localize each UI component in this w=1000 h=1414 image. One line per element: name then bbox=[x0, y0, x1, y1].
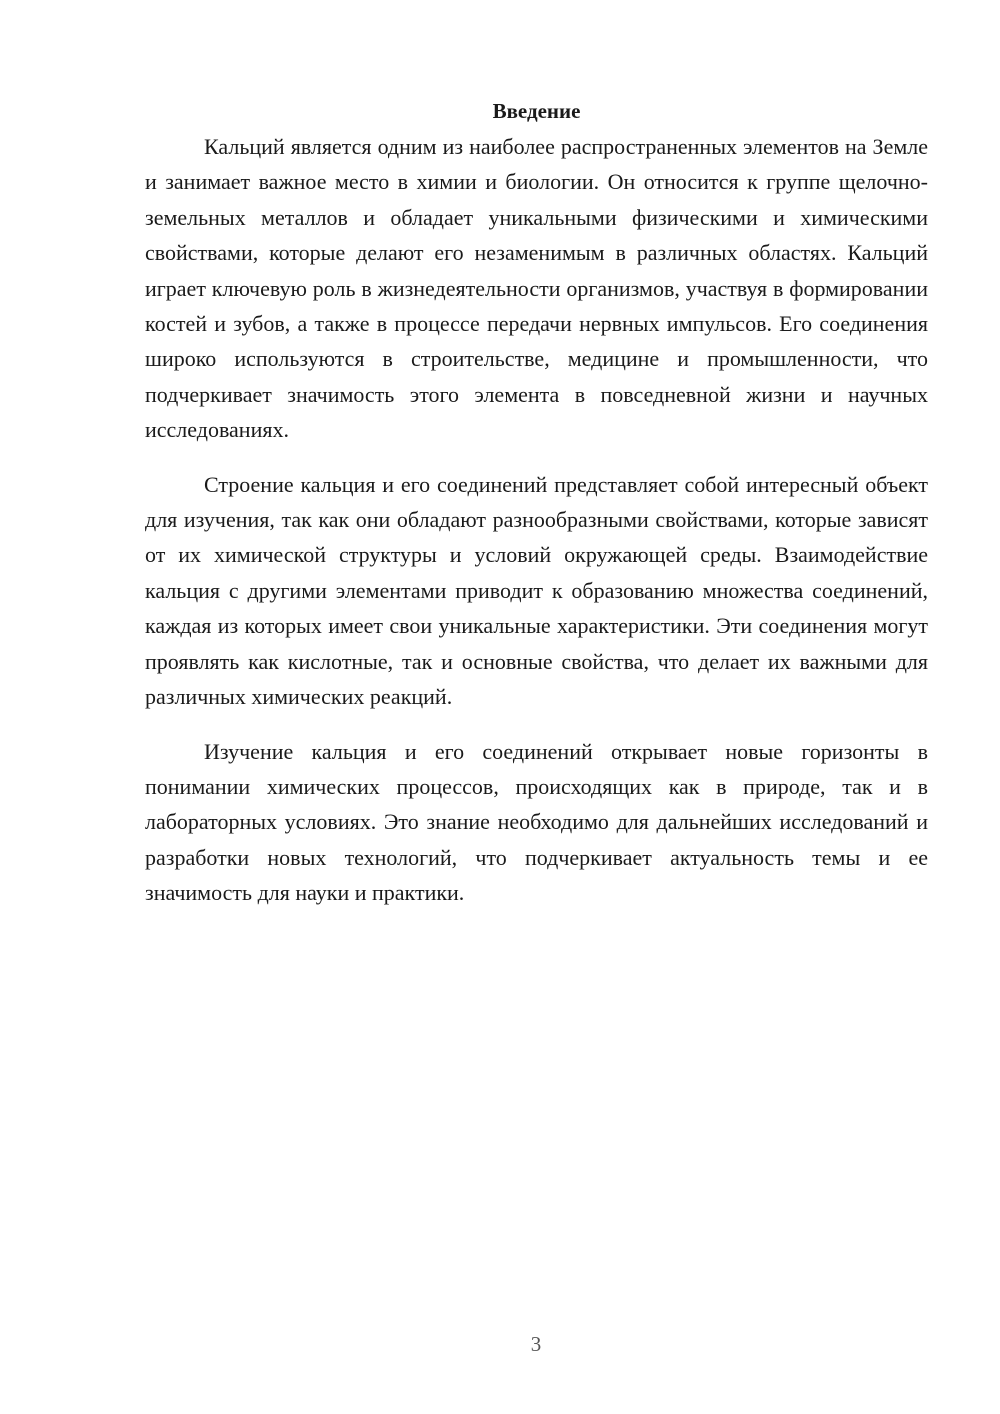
section-title: Введение bbox=[492, 99, 581, 123]
page-number: 3 bbox=[530, 1332, 542, 1356]
paragraph-3: Изучение кальция и его соединений открывает новые горизонты в понимании химических процессов, происходящих как в природе, так и в лабораторных условиях. Это знание необходимо для дальнейших исследований и разработки новых технологий, что подчеркивает актуальность темы и ее значимость для науки и практики. bbox=[145, 738, 928, 906]
paragraph-1: Кальций является одним из наиболее распространенных элементов на Земле и занимает важное место в химии и биологии. Он относится к группе щелочно-земельных металлов и обладает уникальными физическими и химическими свойствами, которые делают его незаменимым в различных областях. Кальций играет ключевую роль в жизнедеятельности организмов, участвуя в формировании костей и зубов, а также в процессе передачи нервных импульсов. Его соединения широко используются в строительстве, медицине и промышленности, что подчеркивает значимость этого элемента в повседневной жизни и научных исследованиях. bbox=[145, 134, 928, 443]
page-content bbox=[145, 94, 928, 930]
paragraph-2: Строение кальция и его соединений представляет собой интересный объект для изучения, так как они обладают разнообразными свойствами, которые зависят от их химической структуры и условий окружающей среды. Взаимодействие кальция с другими элементами приводит к образованию множества соединений, каждая из которых имеет свои уникальные характеристики. Эти соединения могут проявлять как кислотные, так и основные свойства, что делает их важными для различных химических реакций. bbox=[145, 471, 928, 710]
